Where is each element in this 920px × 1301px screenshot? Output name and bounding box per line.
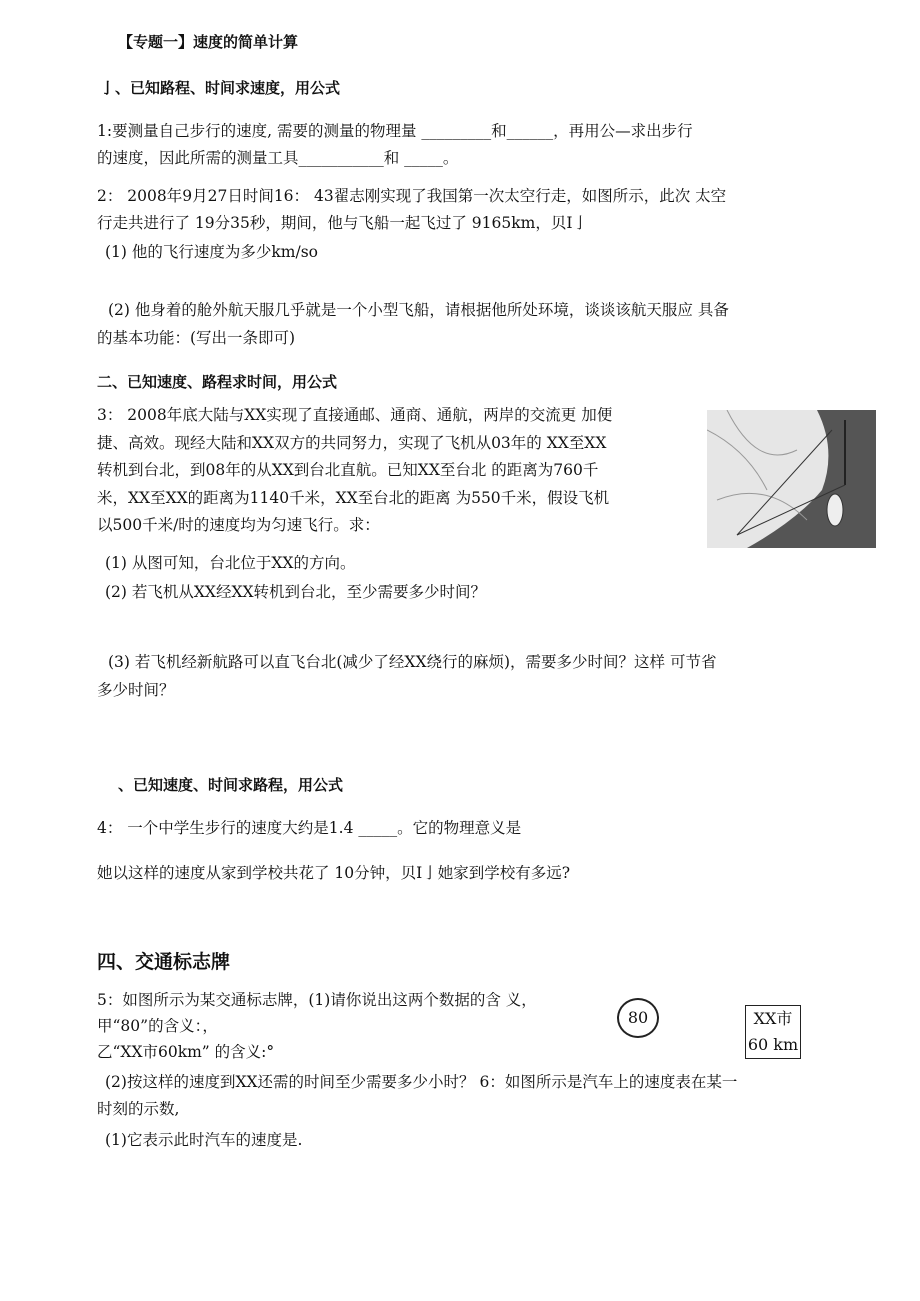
q3-line5: 以500千米/时的速度均为匀速飞行。求： [97,516,380,534]
q3-sub2: (2) 若飞机从XX经XX转机到台北，至少需要多少时间？ [105,583,487,601]
q4-line2: 她以这样的速度从家到学校共花了 10分钟，贝I亅她家到学校有多远? [97,864,571,882]
taiwan-strait-map-image [707,410,876,548]
section4-heading: 四、交通标志牌 [97,951,231,973]
q6-sub1: (1)它表示此时汽车的速度是. [105,1131,303,1149]
q3-sub3-line1: (3) 若飞机经新航路可以直飞台北(减少了经XX绕行的麻烦)，需要多少时间？这样 可节省 [108,653,717,671]
q3-line2: 捷、高效。现经大陆和XX双方的共同努力，实现了飞机从03年的 XX至XX [97,434,607,452]
q5-line1: 5：如图所示为某交通标志牌，(1)请你说出这两个数据的含 义， [97,991,537,1009]
destination-name: XX市 [753,1009,793,1028]
page-title: 【专题一】速度的简单计算 [118,33,299,51]
speed-limit-sign: 80 [617,998,659,1038]
destination-sign [745,1005,801,1059]
q5-line2: 甲“80”的含义：， [97,1017,218,1035]
q3-line3: 转机到台北，到08年的从XX到台北直航。已知XX至台北 的距离为760千 [97,461,599,479]
q1-line1: 1:要测量自己步行的速度, 需要的测量的物理量 _________和______，再用公—求出步行 [97,122,693,140]
section2-heading: 二、已知速度、路程求时间，用公式 [97,373,338,391]
q3-sub1: (1) 从图可知，台北位于XX的方向。 [105,554,356,572]
section3-heading: 、已知速度、时间求路程，用公式 [118,776,344,794]
q2-line1: 2： 2008年9月27日时间16： 43翟志刚实现了我国第一次太空行走，如图所示，此次 太空 [97,187,727,205]
q3-sub3-line2: 多少时间？ [97,681,175,699]
q3-line1: 3： 2008年底大陆与XX实现了直接通邮、通商、通航，两岸的交流更 加便 [97,406,613,424]
q1-line2: 的速度，因此所需的测量工具___________和 _____。 [97,149,459,167]
q5-line5: 时刻的示数, [97,1100,180,1118]
q2-line2: 行走共进行了 19分35秒，期间，他与飞船一起飞过了 9165km，贝I亅 [97,214,588,232]
destination-distance: 60 km [747,1035,799,1054]
q2-sub2-line1: (2) 他身着的舱外航天服几乎就是一个小型飞船，请根据他所处环境，谈谈该航天服应 具备 [108,301,729,319]
section1-heading: 亅、已知路程、时间求速度，用公式 [100,79,341,97]
q4-line1: 4： 一个中学生步行的速度大约是1.4 _____。它的物理意义是 [97,819,522,837]
q2-sub1: (1) 他的飞行速度为多少km/so [105,243,318,261]
q5-line3: 乙“XX市60km” 的含义:° [97,1043,275,1061]
q3-line4: 米，XX至XX的距离为1140千米，XX至台北的距离 为550千米，假设飞机 [97,489,610,507]
q5-line4: (2)按这样的速度到XX还需的时间至少需要多少小时？ 6：如图所示是汽车上的速度表在某一 [105,1073,738,1091]
q2-sub2-line2: 的基本功能：(写出一条即可) [97,329,296,347]
